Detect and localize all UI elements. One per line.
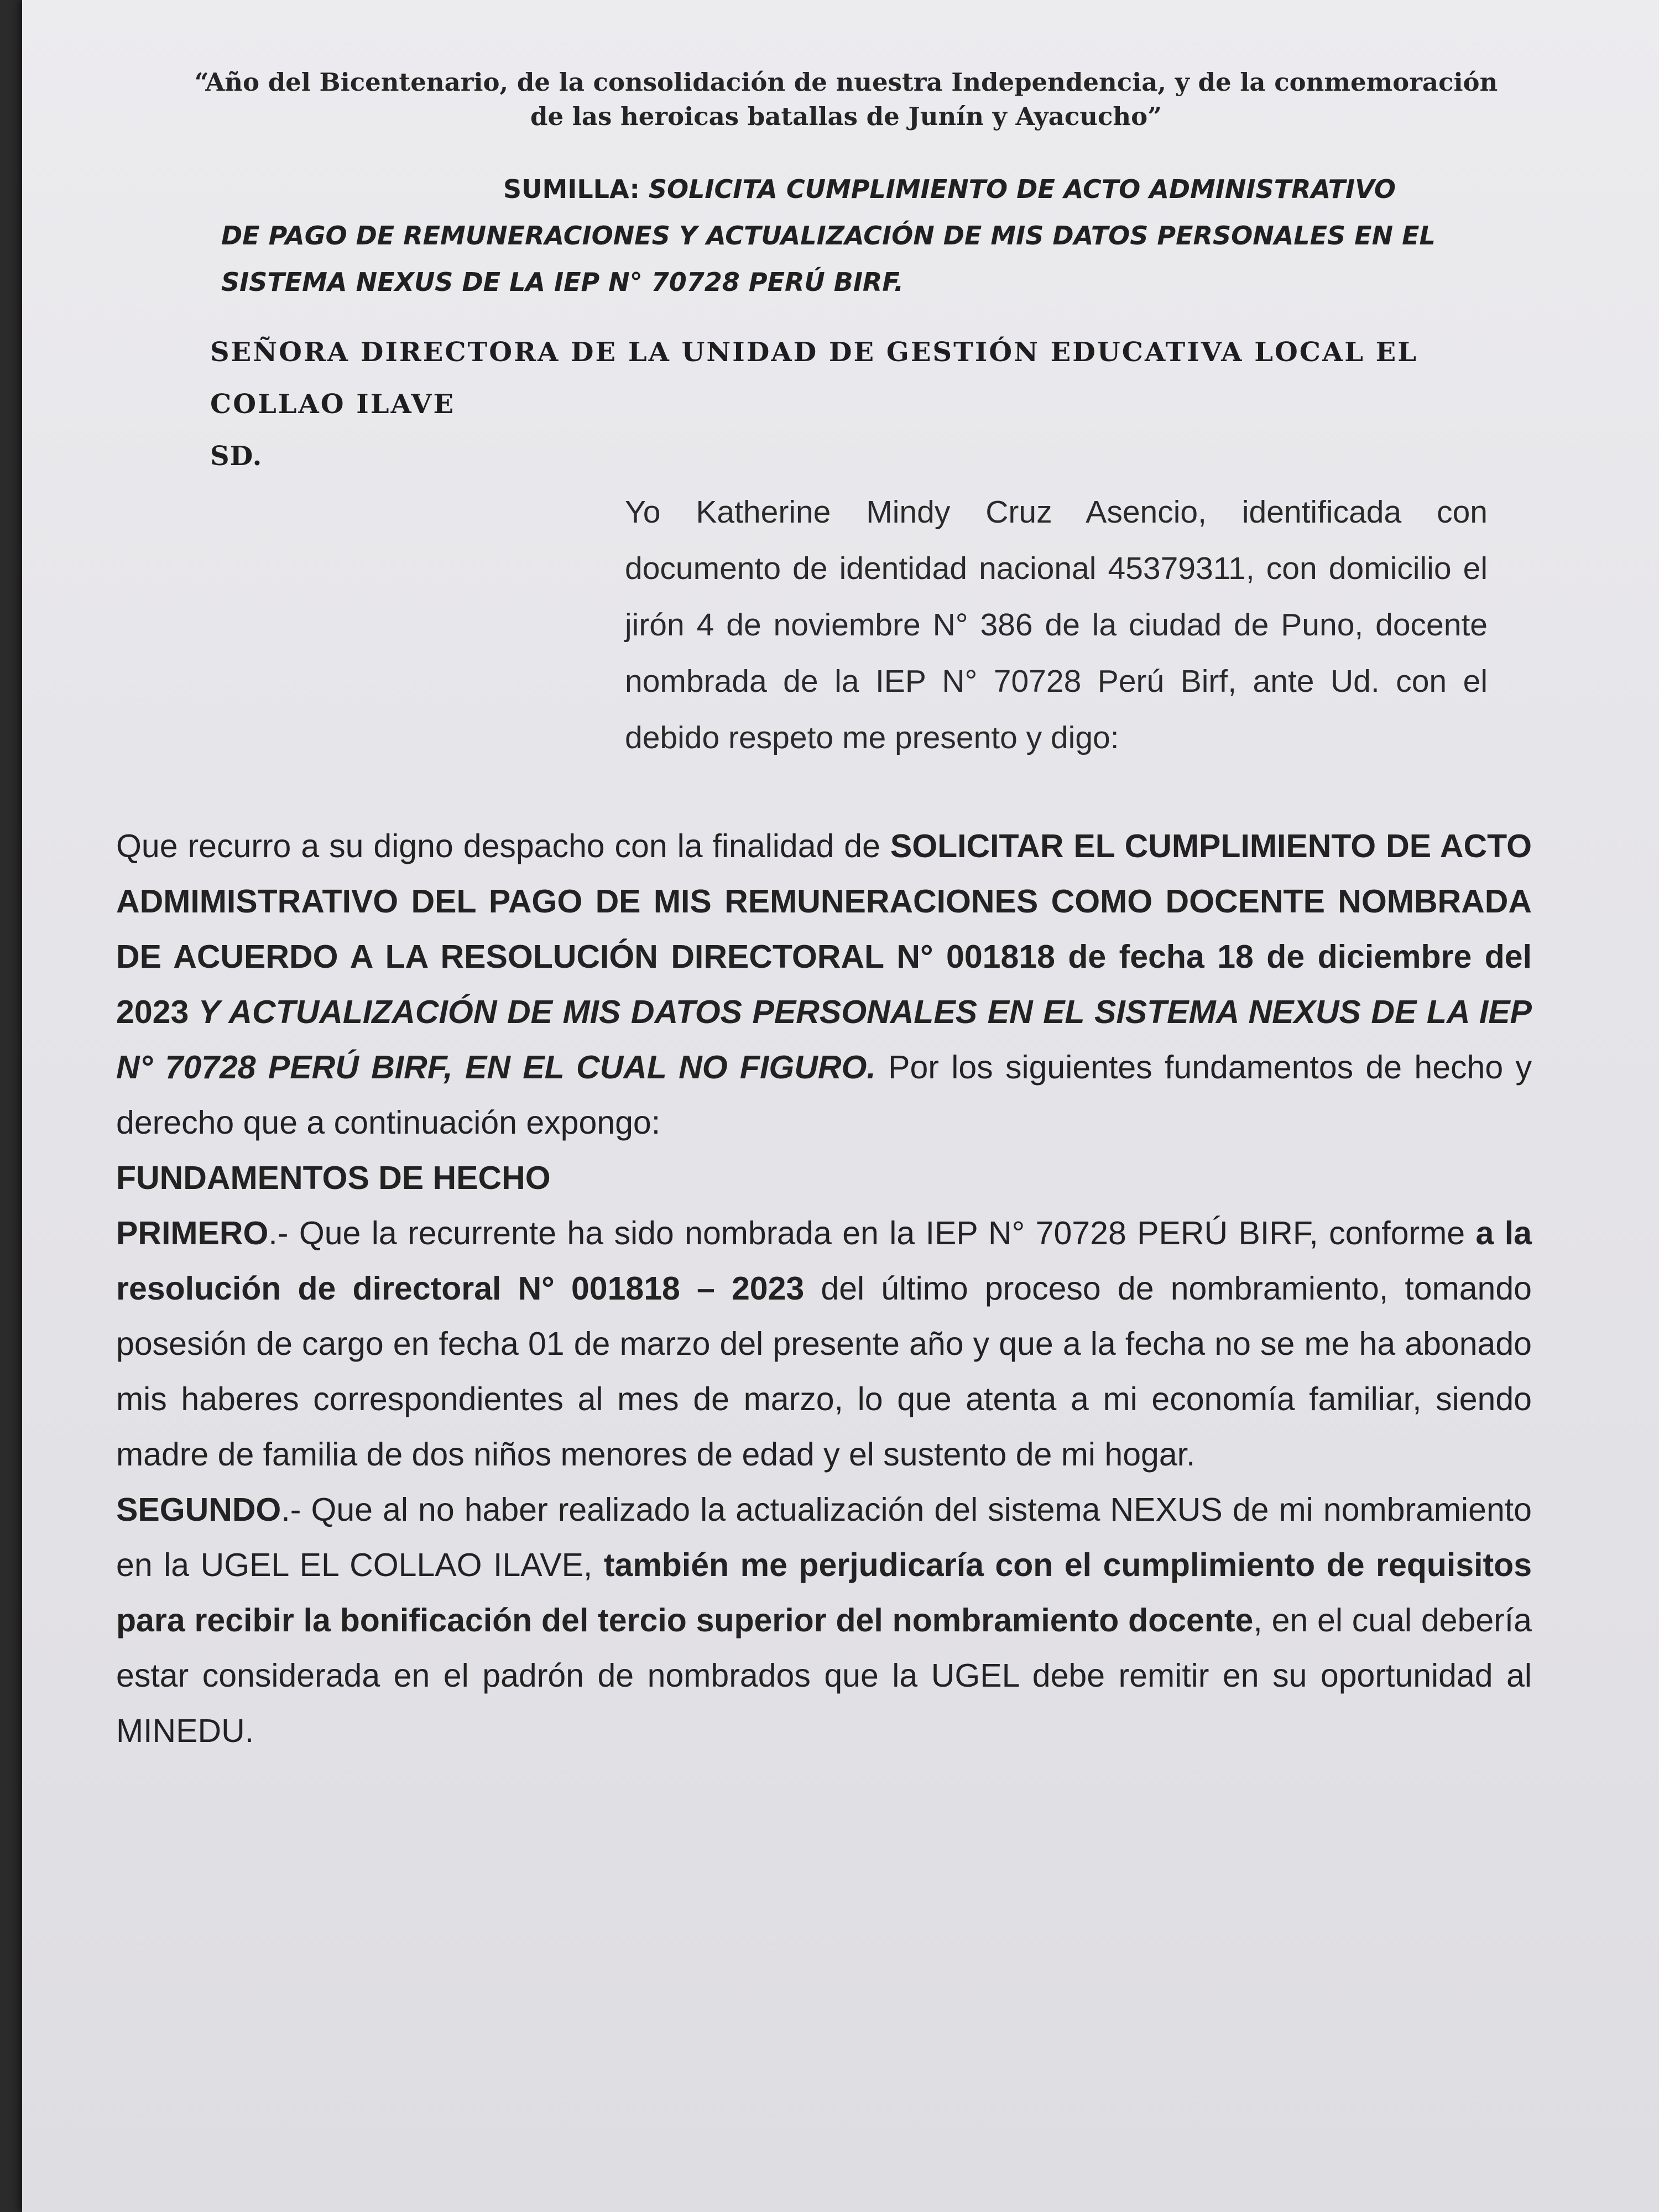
sumilla-label: SUMILLA: [503, 174, 640, 204]
document-body [116, 818, 1532, 1759]
request-text-1: Que recurro a su digno despacho con la finalidad de [116, 828, 890, 864]
segundo-bold-1: también me perjudicaría con el cumplimiento de requisitos para recibir la bonificación del tercio superior del nombramiento docente [116, 1547, 1532, 1639]
sumilla-line-3: SISTEMA NEXUS DE LA IEP N° 70728 PERÚ BIRF. [221, 267, 904, 297]
addressee-sd: SD. [210, 441, 263, 472]
addressee-text: SEÑORA DIRECTORA DE LA UNIDAD DE GESTIÓN EDUCATIVA LOCAL EL COLLAO ILAVE [210, 337, 1418, 420]
request-bold-italic-1: Y ACTUALIZACIÓN DE MIS DATOS PERSONALES EN EL SISTEMA NEXUS DE LA IEP N° 70728 PERÚ BIRF, EN EL CUAL NO FIGURO. [116, 994, 1532, 1086]
sumilla-line-1 [221, 166, 1493, 212]
motto-line-1: “Año del Bicentenario, de la consolidación de nuestra Independencia, y de la conmemoración [194, 67, 1498, 97]
segundo-text-2: , en el cual debería estar considerada en el padrón de nombrados que la UGEL debe remitir en su oportunidad al MINEDU. [116, 1602, 1532, 1749]
request-text-2: Por los siguientes fundamentos de hecho y derecho que a continuación expongo: [116, 1049, 1532, 1141]
primero-bold-1: a la resolución de directoral N° 001818 – 2023 [116, 1215, 1532, 1307]
addressee-block [210, 326, 1504, 482]
sumilla-line-2: DE PAGO DE REMUNERACIONES Y ACTUALIZACIÓN DE MIS DATOS PERSONALES EN EL [221, 221, 1436, 251]
request-bold-1: SOLICITAR EL CUMPLIMIENTO DE ACTO ADMIMISTRATIVO DEL PAGO DE MIS REMUNERACIONES COMO DOCENTE NOMBRADA DE ACUERDO A LA RESOLUCIÓN DIRECTORAL N° 001818 de fecha 18 de diciembre del 2023 [116, 828, 1532, 1030]
segundo-paragraph [116, 1482, 1532, 1759]
primero-label: PRIMERO [116, 1215, 269, 1251]
motto-line-2: de las heroicas batallas de Junín y Ayacucho” [530, 102, 1162, 131]
primero-paragraph [116, 1206, 1532, 1482]
intro-paragraph: Yo Katherine Mindy Cruz Asencio, identificada con documento de identidad nacional 45379311, con domicilio el jirón 4 de noviembre N° 386 de la ciudad de Puno, docente nombrada de la IEP N° 70728 Perú Birf, ante Ud. con el debido respeto me presento y digo: [625, 494, 1488, 755]
primero-text-2: del último proceso de nombramiento, tomando posesión de cargo en fecha 01 de marzo del presente año y que a la fecha no se me ha abonado mis haberes correspondientes al mes de marzo, lo que atenta a mi economía familiar, siendo madre de familia de dos niños menores de edad y el sustento de mi hogar. [116, 1270, 1532, 1473]
fundamentos-heading: FUNDAMENTOS DE HECHO [116, 1160, 551, 1196]
sumilla-block [221, 166, 1493, 305]
segundo-text-1: .- Que al no haber realizado la actualización del sistema NEXUS de mi nombramiento en la UGEL EL COLLAO ILAVE, [116, 1491, 1532, 1583]
request-paragraph [116, 818, 1532, 1150]
primero-text-1: .- Que la recurrente ha sido nombrada en la IEP N° 70728 PERÚ BIRF, conforme [268, 1215, 1476, 1251]
segundo-label: SEGUNDO [116, 1491, 281, 1528]
document-page [22, 0, 1659, 2212]
year-motto [188, 65, 1504, 134]
sumilla-text-1: SOLICITA CUMPLIMIENTO DE ACTO ADMINISTRATIVO [639, 174, 1396, 204]
